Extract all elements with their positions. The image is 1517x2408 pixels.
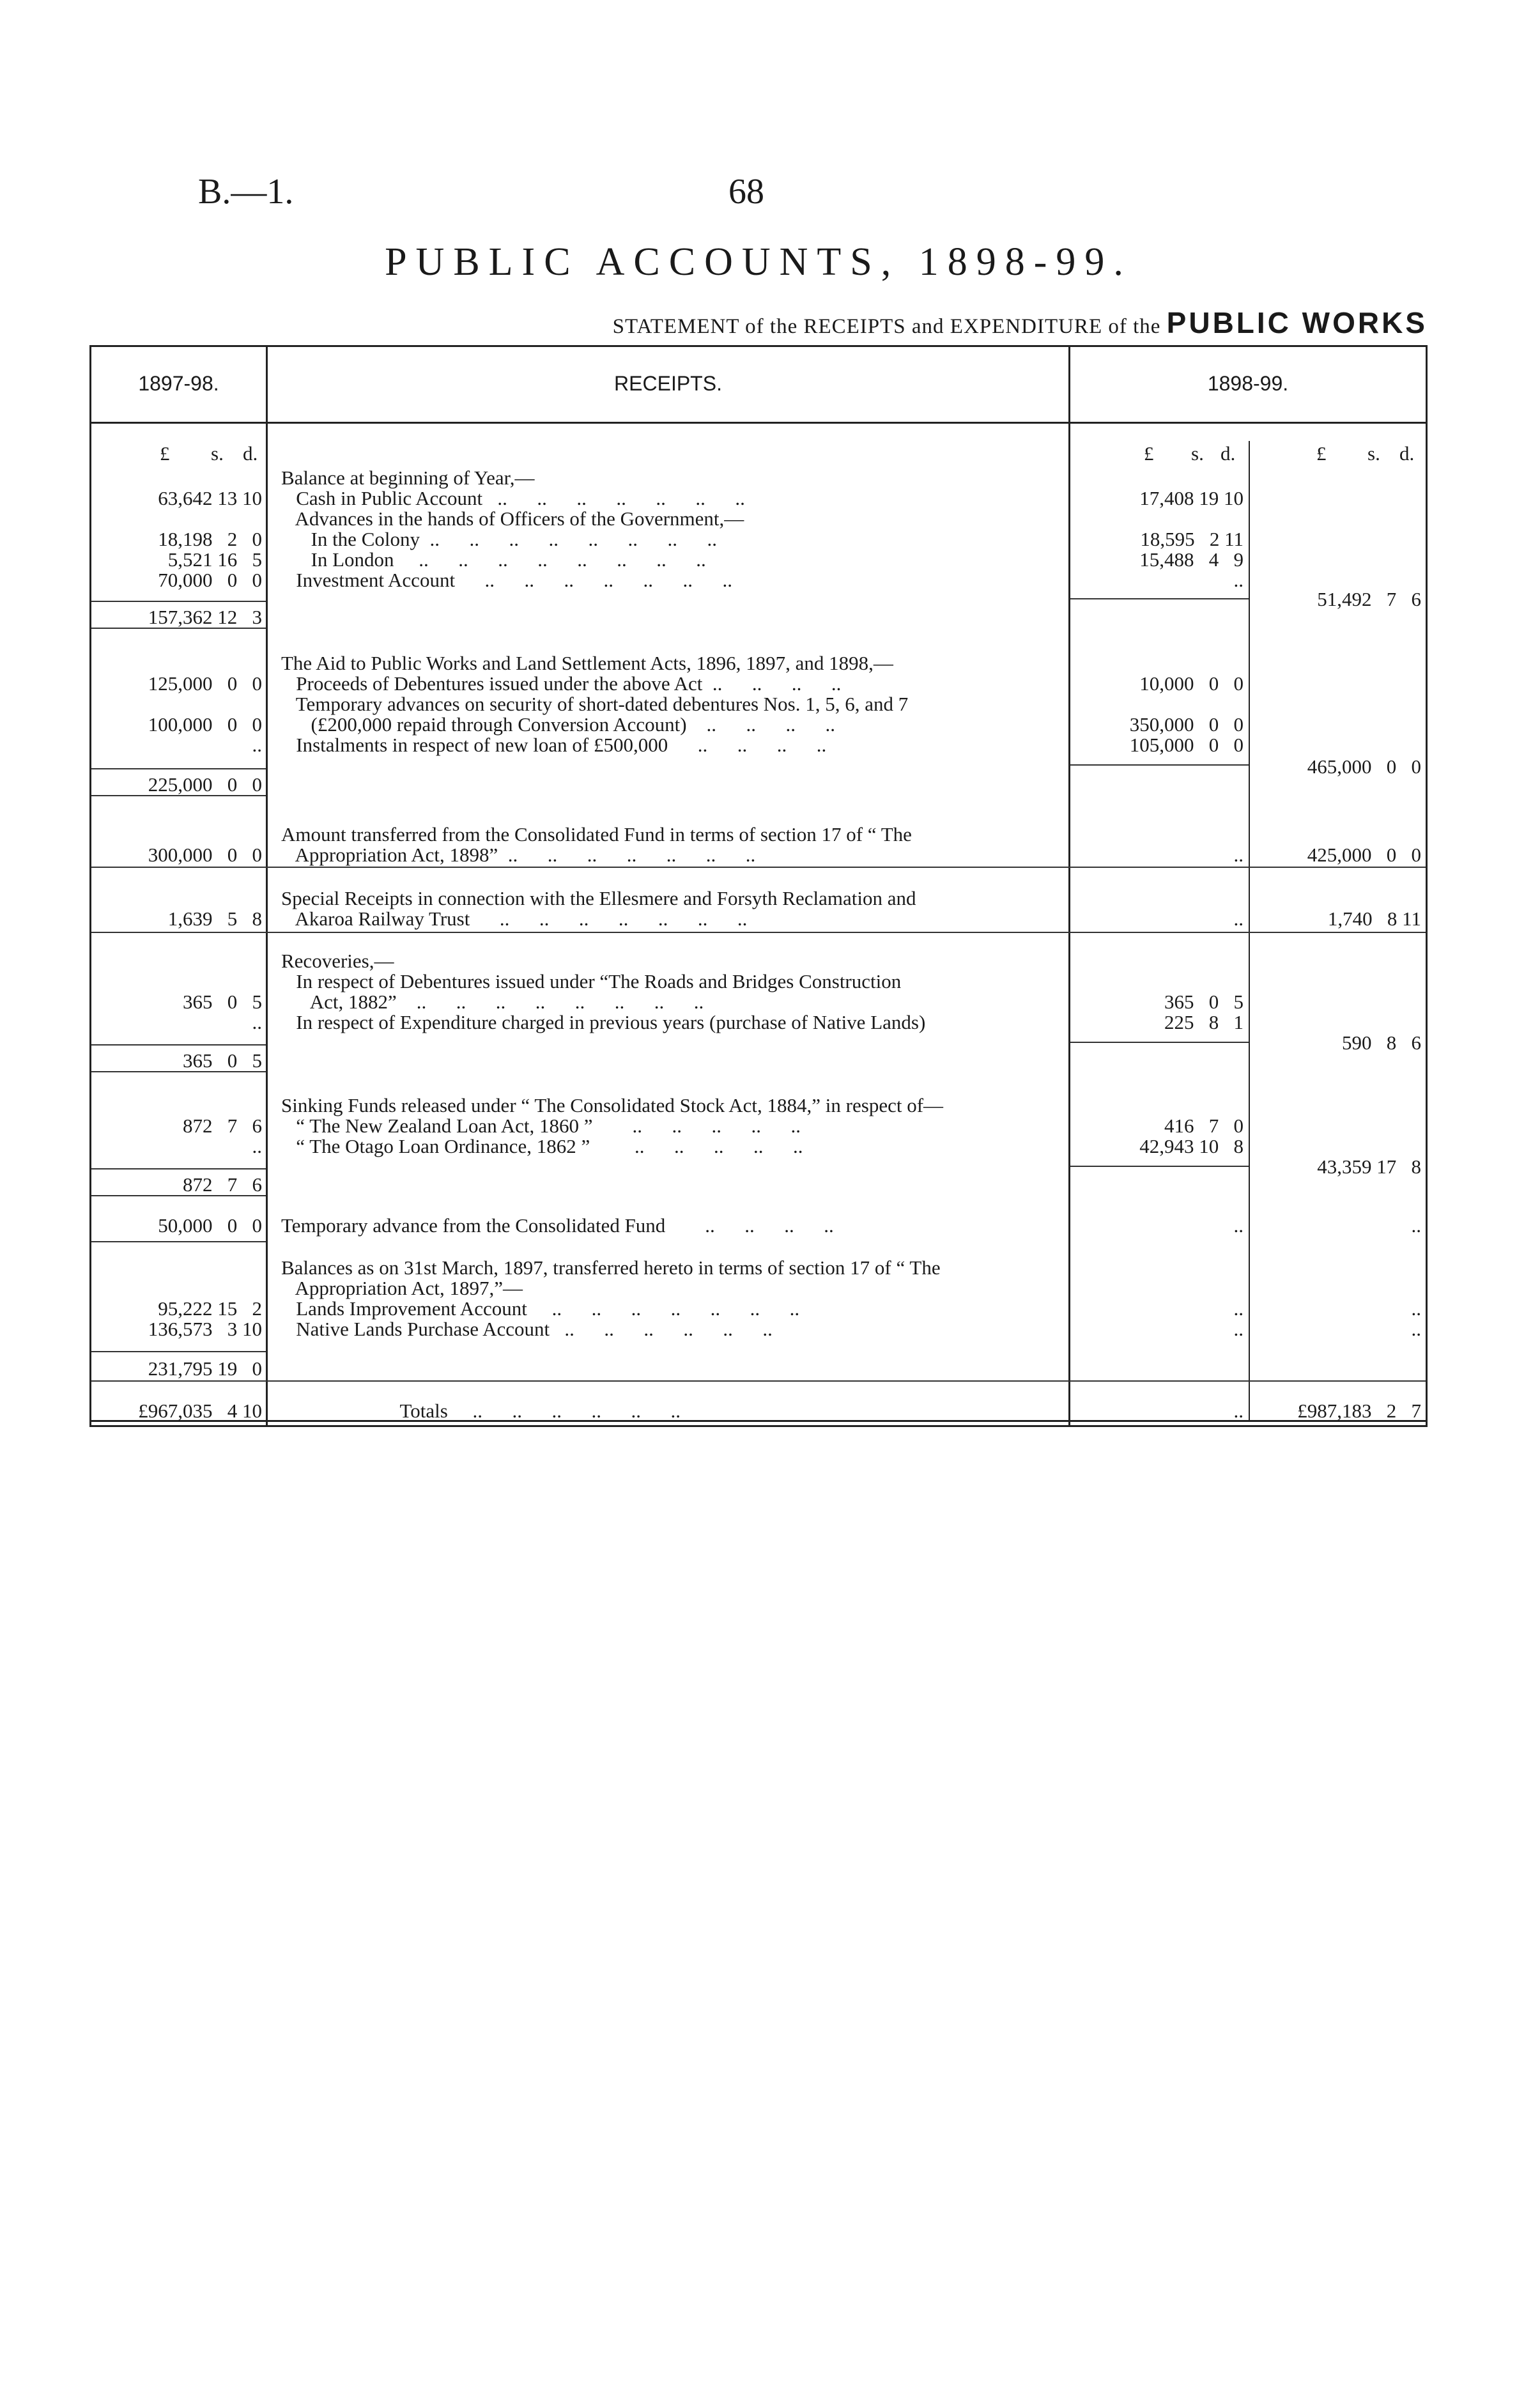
amount-1897-98: 136,573 3 10	[148, 1318, 262, 1340]
amount-1898-99-total: 1,740 8 11	[1327, 907, 1421, 930]
receipt-description: Akaroa Railway Trust .. .. .. .. .. .. ..	[281, 907, 748, 930]
receipt-description: In the Colony .. .. .. .. .. .. .. ..	[281, 528, 717, 550]
amount-1897-98: 95,222 15 2	[158, 1297, 262, 1320]
amount-1898-99-detail: ..	[1233, 907, 1244, 930]
amount-1898-99-detail: ..	[1233, 1297, 1244, 1320]
amount-1898-99-detail: ..	[1233, 1214, 1244, 1237]
amount-1897-98: ..	[252, 734, 262, 756]
column-header-receipts: RECEIPTS.	[614, 372, 722, 395]
receipt-description: Recoveries,—	[281, 950, 394, 972]
amount-1898-99-detail: ..	[1233, 569, 1244, 591]
unit-d-c1: d.	[1221, 442, 1236, 465]
amount-1897-98: 125,000 0 0	[148, 672, 262, 695]
amount-1898-99-detail: 18,595 2 11	[1140, 528, 1244, 550]
amount-1897-98: 70,000 0 0	[158, 569, 262, 591]
unit-pound-c1: £	[1144, 442, 1154, 465]
receipt-description: Appropriation Act, 1898” .. .. .. .. .. .. ..	[281, 844, 756, 866]
column-header-1898-99: 1898-99.	[1207, 372, 1289, 395]
amount-1898-99-detail: 42,943 10 8	[1139, 1135, 1244, 1157]
amount-1897-98: 872 7 6	[183, 1173, 262, 1196]
receipt-description: Lands Improvement Account .. .. .. .. .. .. ..	[281, 1297, 800, 1320]
amount-1897-98: 1,639 5 8	[167, 907, 262, 930]
amount-1898-99-total: 51,492 7 6	[1317, 588, 1421, 610]
amount-1898-99-total: ..	[1411, 1214, 1421, 1237]
receipt-description: Sinking Funds released under “ The Consolidated Stock Act, 1884,” in respect of—	[281, 1094, 944, 1116]
document-reference: B.—1.	[198, 172, 294, 212]
receipt-description: Balances as on 31st March, 1897, transferred hereto in terms of section 17 of “ The	[281, 1256, 941, 1279]
page-title: PUBLIC ACCOUNTS, 1898-99.	[385, 240, 1132, 284]
receipt-description: Advances in the hands of Officers of the Government,—	[281, 507, 744, 530]
amount-1897-98: 100,000 0 0	[148, 713, 262, 736]
amount-1897-98: 5,521 16 5	[167, 548, 262, 571]
amount-1898-99-detail: 15,488 4 9	[1139, 548, 1244, 571]
unit-d-c2: d.	[1399, 442, 1415, 465]
receipt-description: The Aid to Public Works and Land Settlement Acts, 1896, 1897, and 1898,—	[281, 652, 893, 674]
receipt-description: Temporary advances on security of short-dated debentures Nos. 1, 5, 6, and 7	[281, 693, 909, 715]
unit-pound-prev: £	[160, 442, 170, 465]
amount-1897-98: 365 0 5	[183, 1049, 262, 1072]
receipt-description: Investment Account .. .. .. .. .. .. ..	[281, 569, 733, 591]
amount-1897-98: 18,198 2 0	[158, 528, 262, 550]
amount-1897-98: 50,000 0 0	[158, 1214, 262, 1237]
amount-1898-99-detail: ..	[1233, 1400, 1244, 1422]
unit-d-prev: d.	[243, 442, 258, 465]
amount-1897-98: 872 7 6	[183, 1115, 262, 1137]
amount-1897-98: ..	[252, 1011, 262, 1033]
amount-1897-98: 300,000 0 0	[148, 844, 262, 866]
receipt-description: Temporary advance from the Consolidated Fund .. .. .. ..	[281, 1214, 834, 1237]
receipt-description: Instalments in respect of new loan of £500,000 .. .. .. ..	[281, 734, 827, 756]
receipt-description: (£200,000 repaid through Conversion Account) .. .. .. ..	[281, 713, 836, 736]
amount-1897-98: ..	[252, 1135, 262, 1157]
amount-1897-98: 63,642 13 10	[158, 487, 262, 509]
receipt-description: Balance at beginning of Year,—	[281, 467, 535, 489]
receipt-description: “ The New Zealand Loan Act, 1860 ” .. .. .. .. ..	[281, 1115, 801, 1137]
amount-1897-98: 225,000 0 0	[148, 773, 262, 796]
amount-1898-99-detail: ..	[1233, 1318, 1244, 1340]
amount-1897-98: 365 0 5	[183, 991, 262, 1013]
unit-s-prev: s.	[211, 442, 224, 465]
receipt-description: Proceeds of Debentures issued under the above Act .. .. .. ..	[281, 672, 842, 695]
amount-1897-98: £967,035 4 10	[138, 1400, 262, 1422]
statement-prefix: STATEMENT of the RECEIPTS and EXPENDITURE of the	[612, 315, 1161, 338]
receipt-description: Act, 1882” .. .. .. .. .. .. .. ..	[281, 991, 704, 1013]
amount-1898-99-total: £987,183 2 7	[1297, 1400, 1421, 1422]
amount-1898-99-total: 43,359 17 8	[1317, 1155, 1421, 1178]
unit-s-c1: s.	[1191, 442, 1204, 465]
statement-bold: PUBLIC WORKS	[1166, 306, 1428, 339]
receipt-description: Totals .. .. .. .. .. ..	[281, 1400, 681, 1422]
page-number: 68	[728, 172, 764, 212]
amount-1898-99-detail: ..	[1233, 844, 1244, 866]
amount-1898-99-total: ..	[1411, 1318, 1421, 1340]
amount-1898-99-total: 590 8 6	[1342, 1031, 1421, 1054]
amount-1898-99-detail: 105,000 0 0	[1129, 734, 1244, 756]
amount-1898-99-detail: 416 7 0	[1164, 1115, 1244, 1137]
amount-1898-99-detail: 10,000 0 0	[1139, 672, 1244, 695]
amount-1897-98: 231,795 19 0	[148, 1357, 262, 1380]
amount-1898-99-total: ..	[1411, 1297, 1421, 1320]
unit-pound-c2: £	[1316, 442, 1327, 465]
receipt-description: In respect of Expenditure charged in previous years (purchase of Native Lands)	[281, 1011, 926, 1033]
receipt-description: Amount transferred from the Consolidated Fund in terms of section 17 of “ The	[281, 823, 912, 845]
amount-1898-99-total: 465,000 0 0	[1307, 755, 1421, 778]
receipt-description: “ The Otago Loan Ordinance, 1862 ” .. .. .. .. ..	[281, 1135, 803, 1157]
amount-1898-99-detail: 225 8 1	[1164, 1011, 1244, 1033]
column-header-1897-98: 1897-98.	[138, 372, 219, 395]
amount-1898-99-total: 425,000 0 0	[1307, 844, 1421, 866]
amount-1898-99-detail: 17,408 19 10	[1139, 487, 1244, 509]
amount-1898-99-detail: 365 0 5	[1164, 991, 1244, 1013]
receipt-description: Appropriation Act, 1897,”—	[281, 1277, 523, 1299]
amount-1897-98: 157,362 12 3	[148, 606, 262, 628]
unit-s-c2: s.	[1367, 442, 1380, 465]
statement-heading	[613, 305, 1428, 340]
receipt-description: Cash in Public Account .. .. .. .. .. .. ..	[281, 487, 745, 509]
receipt-description: In London .. .. .. .. .. .. .. ..	[281, 548, 706, 571]
receipt-description: Special Receipts in connection with the Ellesmere and Forsyth Reclamation and	[281, 887, 916, 909]
amount-1898-99-detail: 350,000 0 0	[1129, 713, 1244, 736]
receipt-description: In respect of Debentures issued under “The Roads and Bridges Construction	[281, 970, 902, 992]
receipt-description: Native Lands Purchase Account .. .. .. .. .. ..	[281, 1318, 773, 1340]
